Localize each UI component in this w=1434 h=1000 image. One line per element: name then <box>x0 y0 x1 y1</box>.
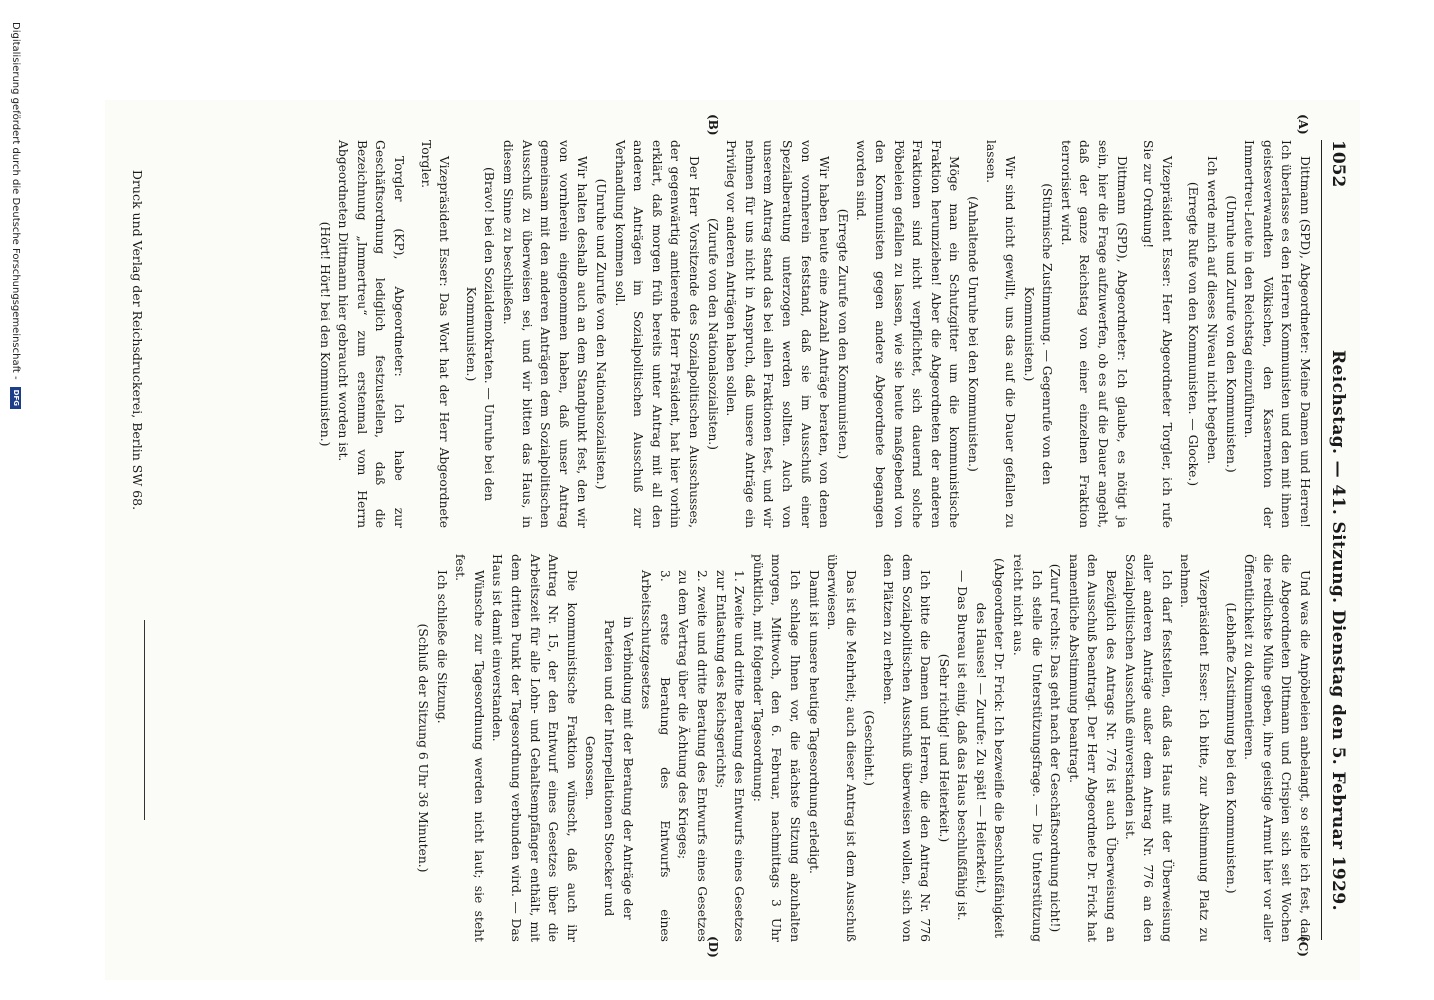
paragraph: Die kommunistische Fraktion wünscht, daß auch ihr Antrag Nr. 15, der den Entwurf eines Gesetzes über die Arbeitszeit für alle Lohn- und Gehaltsempfänger enthält, mit dem dritten Punkt der Tagesordnung verbunden wird. — Das Haus ist damit einverstanden. <box>490 554 579 942</box>
interjection: (Unruhe und Zurufe von den Kommunisten.) <box>1223 195 1238 473</box>
margin-marker-d: (D) <box>706 936 720 958</box>
paragraph: Vizepräsident Esser: Ich bitte, zur Abstimmung Platz zu nehmen. <box>1178 554 1212 942</box>
agenda-item: 3. erste Beratung des Entwurfs eines Arbeitsschutzgesetzes <box>639 570 672 942</box>
interjection: (Abgeordneter Dr. Frick: Ich bezweifle die Beschlußfähigkeit des Hauses! — Zurufe: Zu spät! — Heiterkeit.) <box>973 557 1007 938</box>
interjection: (Sehr richtig! und Heiterkeit.) <box>936 653 951 843</box>
paragraph: Vizepräsident Esser: Herr Abgeordneter Torgler, ich rufe Sie zur Ordnung! <box>1141 140 1174 528</box>
interjection: (Unruhe und Zurufe von den Nationalsozialisten.) <box>594 178 609 490</box>
interjection: (Stürmische Zustimmung. — Gegenrufe von den Kommunisten.) <box>1021 183 1055 485</box>
paragraph: — Das Bureau ist einig, daß das Haus beschlußfähig ist. <box>955 570 970 921</box>
interjection: (Geschieht.) <box>862 710 877 786</box>
paragraph: Das ist die Mehrheit; auch dieser Antrag ist dem Ausschuß überwiesen. <box>825 554 858 942</box>
interjection: (Zuruf rechts: Das geht nach der Geschäftsordnung nicht!) <box>1048 563 1063 933</box>
page-header-title: Reichstag. — 41. Sitzung. Dienstag den 5. Februar 1929. <box>1328 350 1348 911</box>
paragraph: Wir haben heute eine Anzahl Anträge beraten, von denen von vornherein feststand, daß sie im Ausschuß einer Spezialberatung unterzogen werden sollten. Auch von unserem Antrag stand das bei allen Fraktionen fest, und wir nehmen für uns nicht in Anspruch, daß unsere Anträge ein Privileg vor anderen Anträgen haben sollen. <box>724 140 832 528</box>
printer-imprint: Druck und Verlag der Reichsdruckerei, Berlin SW 68. <box>130 169 145 511</box>
paragraph: Ich stelle die Unterstützungsfrage. — Die Unterstützung reicht nicht aus. <box>1011 554 1044 942</box>
page-number: 1052 <box>1328 140 1348 188</box>
credit-text: Digitalisierung gefördert durch die Deutsche Forschungsgemeinschaft - <box>10 22 21 380</box>
paragraph: Ich darf feststellen, daß das Haus mit der Überweisung aller anderen Anträge außer dem Antrag Nr. 776 an den Sozialpolitischen Ausschuß einverstanden ist. <box>1122 554 1174 942</box>
margin-marker-c: (C) <box>1296 936 1310 957</box>
paragraph: Möge man ein Schutzgitter um die kommunistische Fraktion herumziehen! Aber die Abgeordneten der anderen Fraktionen sind nicht verpflichtet, sich dauernd solche Pöbeleien gefallen zu lassen, wie sie heute maßgebend von den Kommunisten gegen andere Abgeordnete begangen worden sind. <box>854 140 962 528</box>
interjection: (Hört! Hört! bei den Kommunisten.) <box>317 221 332 447</box>
paragraph: Wir sind nicht gewillt, uns das auf die Dauer gefallen zu lassen. <box>984 140 1018 528</box>
paragraph: Dittmann (SPD), Abgeordneter: Meine Damen und Herren! Ich überlasse es den Herren Kommunisten und den mit ihnen geistesverwandten Völkischen, den Kasernenton der Immertreu-Leute in den Reichstag einzuführen. <box>1242 140 1312 528</box>
rotated-page <box>105 100 1360 980</box>
interjection: (Lebhafte Zustimmung bei den Kommunisten.) <box>1223 602 1238 894</box>
interjection: (Anhaltende Unruhe bei den Kommunisten.) <box>965 196 980 472</box>
margin-marker-b: (B) <box>706 114 720 136</box>
interjection: (Erregte Zurufe von den Kommunisten.) <box>835 208 850 460</box>
paragraph: Ich schließe die Sitzung. <box>434 570 449 724</box>
paragraph: Dittmann (SPD), Abgeordneter: Ich glaube, es nötigt ja sein, hier die Frage aufzuwerfen, ob es auf die Dauer angeht, daß der ganze Reichstag von einer einzelnen Fraktion terrorisiert wird. <box>1058 140 1129 528</box>
paragraph: Damit ist unsere heutige Tagesordnung erledigt. <box>806 570 821 874</box>
digitization-credit <box>8 22 22 992</box>
right-column <box>414 554 1315 942</box>
agenda-item: 1. Zweite und dritte Beratung des Entwurfs eines Gesetzes zur Entlastung des Reichsgerichts; <box>713 570 747 942</box>
interjection: (Erregte Rufe von den Kommunisten. — Glocke.) <box>1186 181 1201 487</box>
footer-rule <box>144 620 145 820</box>
paragraph: Ich bitte die Damen und Herren, die den Antrag Nr. 776 dem Sozialpolitischen Ausschuß überweisen wollen, sich von den Plätzen zu erheben. <box>880 554 933 942</box>
agenda-item: 2. zweite und dritte Beratung des Entwurfs eines Gesetzes zu dem Vertrag über die Ächtung des Krieges; <box>676 570 709 942</box>
paragraph: Torgler (KP), Abgeordneter: Ich habe zur Geschäftsordnung lediglich festzustellen, daß die Bezeichnung „Immertreu“ zum erstenmal vom Herrn Abgeordneten Dittmann hier gebraucht worden ist. <box>336 140 407 528</box>
dfg-logo: DFG <box>11 387 22 409</box>
paragraph: Der Herr Vorsitzende des Sozialpolitischen Ausschusses, der gegenwärtig amtierende Herr Präsident, hat hier vorhin erklärt, daß morgen früh bereits unter Antrag mit all den anderen Anträgen im Sozialpolitischen Ausschuß zur Verhandlung kommen soll. <box>612 140 701 528</box>
paragraph: Vizepräsident Esser: Das Wort hat der Herr Abgeordnete Torgler. <box>418 140 452 528</box>
paragraph: Bezüglich des Antrags Nr. 776 ist auch Überweisung an den Ausschuß beantragt. Der Herr Abgeordnete Dr. Frick hat namentliche Abstimmung beantragt. <box>1066 554 1119 942</box>
left-column <box>315 140 1314 528</box>
paragraph: Wünsche zur Tagesordnung werden nicht laut; sie steht fest. <box>453 554 486 942</box>
paragraph: Wir halten deshalb auch an dem Standpunkt fest, den wir von vornherein eingenommen haben, daß unser Antrag gemeinsam mit den anderen Anträgen dem Sozialpolitischen Ausschuß zu überweisen sei, und wir bitten das Haus, in diesem Sinne zu beschließen. <box>501 140 590 528</box>
interjection: (Zurufe von den Nationalsozialisten.) <box>705 218 720 450</box>
paragraph: Und was die Anpöbeleien anbelangt, so stelle ich fest, daß die Abgeordneten Dittmann und Crispien sich seit Wochen die redlichste Mühe geben, ihre geistige Armut hier vor aller Öffentlichkeit zu dokumentieren. <box>1242 554 1312 942</box>
session-end-note: (Schluß der Sitzung 6 Uhr 36 Minuten.) <box>416 623 431 873</box>
paragraph: Ich werde mich auf dieses Niveau nicht begeben. <box>1205 156 1220 465</box>
margin-marker-a: (A) <box>1296 114 1310 135</box>
page-header <box>1321 140 1352 940</box>
interjection: (Bravo! bei den Sozialdemokraten. — Unruhe bei den Kommunisten.) <box>463 167 497 501</box>
paragraph: Ich schlage Ihnen vor, die nächste Sitzung abzuhalten morgen, Mittwoch, den 6. Februar, nachmittags 3 Uhr pünktlich, mit folgender Tagesordnung: <box>750 554 802 942</box>
agenda-subitem: in Verbindung mit der Beratung der Anträge der Parteien und der Interpellationen Stoecker und Genossen. <box>583 616 635 920</box>
